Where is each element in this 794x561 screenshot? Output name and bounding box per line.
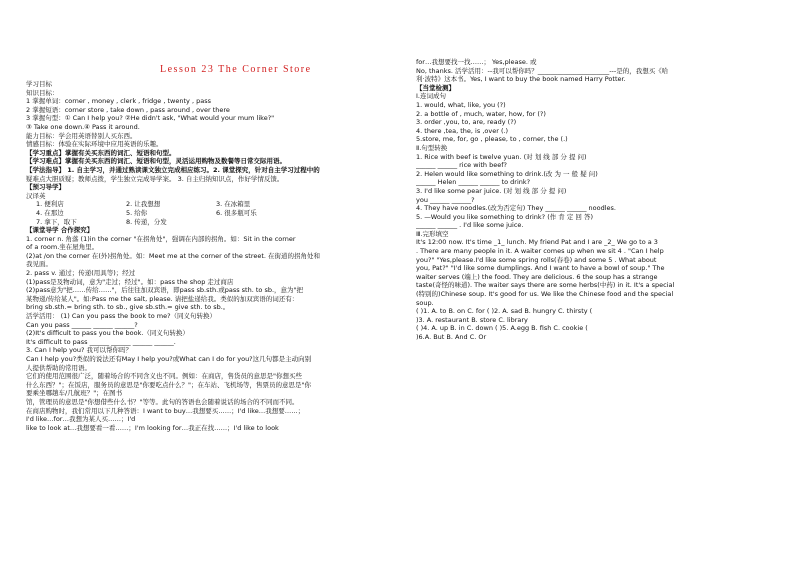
text-line: (2)pass意为"把……传给……"，后往往加双宾语，即pass sb.sth.或pass sth. to sb.，意为"把 bbox=[26, 286, 304, 295]
text-line: 2. Helen would like something to drink.(改 为 一 般 疑 问) bbox=[416, 169, 598, 178]
text-line: ______ Helen ______ ______ to drink? bbox=[416, 178, 531, 187]
text-line: 我见面。 bbox=[26, 260, 52, 269]
text-line: 【预习导学】 bbox=[26, 183, 65, 192]
text-line: 【课堂导学 合作探究】 bbox=[26, 226, 94, 235]
text-line: 【当堂检测】 bbox=[416, 83, 455, 92]
text-line: (2)It's difficult to pass you the book.（同义句转换） bbox=[26, 329, 189, 338]
text-line: 1. Rice with beef is twelve yuan. (对 划 线 部 分 提 问) bbox=[416, 152, 587, 161]
text-line: Ⅰ.连词成句 bbox=[416, 92, 446, 101]
text-line: ③ Take one down.④ Pass it around. bbox=[26, 122, 140, 131]
text-line: I'd like…for…我想为某人买……；I'd bbox=[26, 415, 136, 424]
vocab-grid bbox=[26, 200, 406, 226]
text-line: 要乘坐哪趟车/几航班？"；在图书 bbox=[26, 389, 123, 398]
text-line: 3 掌握句型：① Can I help you? ②He didn't ask, "What would your mum like?" bbox=[26, 114, 275, 123]
right-column bbox=[416, 58, 794, 342]
text-line: 1. corner n. 角落 (1)in the corner "在拐角处"，强调在内部的拐角。如：Sit in the corner bbox=[26, 234, 296, 243]
vocab-item: 5. 给你 bbox=[126, 208, 148, 217]
text-line: (2)at /on the corner 在(外)拐角处。如：Meet me at the corner of the street. 在街道的拐角处和 bbox=[26, 251, 321, 260]
text-line: 什么东西？"；在饭店，服务员的意思是"你要吃点什么？"；在车站、飞机场等，售票员的意思是"你 bbox=[26, 380, 311, 389]
text-line: taste(奇怪的味道). The waiter says there are some herbs(中药) in it. It's a special bbox=[416, 281, 675, 290]
text-line: 【学习难点】掌握有关买东西的词汇、短语和句型，灵活运用购物及数餐等日常交际用语。 bbox=[26, 157, 286, 166]
text-line: 在商店购物时，我们常用以下几种答语：I want to buy…我想要买……；I'd like…我想要……； bbox=[26, 406, 305, 415]
text-line: It's difficult to pass ______ ______ ______ ______. bbox=[26, 337, 176, 346]
vocab-item: 1. 便利店 bbox=[36, 200, 64, 209]
text-line: 2. pass v. 通过；传递(用具等)；经过 bbox=[26, 269, 136, 278]
text-line: 某物递/传给某人"。如:Pass me the salt, please. 请把盐递给我。类似的加双宾语的词还有： bbox=[26, 294, 299, 303]
vocab-item: 2. 让我想想 bbox=[126, 200, 161, 209]
text-line: 3. order ,you, to, are, ready (?) bbox=[416, 118, 517, 127]
text-line: (1)pass是及物动词，意为"走过；经过"。如：pass the shop 走过商店 bbox=[26, 277, 234, 286]
text-line: (特别的)Chinese soup. It's good for us. We like the Chinese food and the special bbox=[416, 290, 674, 299]
text-line: 利·波特》这本书。Yes, I want to buy the book named Harry Potter. bbox=[416, 75, 626, 84]
text-line: ( )1. A. to B. on C. for ( )2. A. sad B. hungry C. thirsty ( bbox=[416, 307, 593, 316]
text-line: 疑难点大胆质疑；教师点拨，学生独立完成导学案。 3. 自主归纳知识点，作好学情反馈。 bbox=[26, 174, 284, 183]
text-line: 2 掌握短语：corner store , take down , pass around , over there bbox=[26, 105, 230, 114]
text-line: for…我想要找一找……； Yes,please. 或 bbox=[416, 58, 537, 66]
vocab-item: 8. 传递，分发 bbox=[126, 217, 167, 226]
text-line: 情感目标：体验在实际环境中应用英语的乐趣。 bbox=[26, 140, 163, 149]
text-line: ______ ______ rice with beef? bbox=[416, 161, 507, 170]
text-line: 4. They have noodles.(改为否定句) They ______ ______ noodles. bbox=[416, 204, 616, 213]
left-column bbox=[26, 80, 406, 432]
text-line: Can you pass ______ ______ ______? bbox=[26, 320, 138, 329]
text-line: soup. bbox=[416, 298, 434, 307]
text-line: 馆，管理员的意思是"你想借些什么书？"等等。此句的答语也会随着说话的场合的不同而不同。 bbox=[26, 397, 299, 406]
text-line: 【学法指导】 1. 自主学习，并通过熟读课文独立完成相应练习。2. 课堂探究，针对自主学习过程中的 bbox=[26, 165, 320, 174]
text-line: Ⅱ.句型转换 bbox=[416, 143, 448, 152]
text-line: 4. there ,tea, the, is ,over (.) bbox=[416, 126, 509, 135]
vocab-item: 4. 在那边 bbox=[36, 208, 64, 217]
text-line: No, thanks. 活学活用：--我可以帮你吗？______________________---是的，我想买《哈 bbox=[416, 66, 669, 75]
text-line: 活学活用： (1) Can you pass the book to me?（同义句转换） bbox=[26, 312, 217, 321]
text-line: 3. I'd like some pear juice. (对 划 线 部 分 提 问) bbox=[416, 186, 567, 195]
text-line: Can I help you?类似的说法还有May I help you?或What can I do for you?这几句都是主动向别 bbox=[26, 355, 312, 363]
text-line: Ⅲ.完形填空 bbox=[416, 229, 449, 238]
text-line: ( )4. A. up B. in C. down ( )5. A.egg B. fish C. cookie ( bbox=[416, 324, 588, 333]
text-line: 能力目标：学会用英语替别人买东西。 bbox=[26, 131, 137, 140]
text-line: of a room.坐在屋角里。 bbox=[26, 243, 99, 252]
vocab-item: 3. 在冰箱里 bbox=[216, 200, 251, 209]
text-line: 2. a bottle of , much, water, how, for (?) bbox=[416, 109, 546, 118]
text-line: 人提供帮助的常用语。 bbox=[26, 363, 91, 372]
text-line: )3. A. restaurant B. store C. library bbox=[416, 315, 528, 324]
text-line: you?" "Yes,please.I'd like some spring rolls(春卷) and some 5 . What about bbox=[416, 255, 657, 264]
text-line: waiter serves (端上) the food. They are delicious. 6 the soup has a strange bbox=[416, 272, 658, 281]
lesson-title: Lesson 23 The Corner Store bbox=[160, 64, 312, 75]
text-line: you, Pat?" "I'd like some dumplings. And I want to have a bowl of soup." The bbox=[416, 264, 665, 273]
text-line: 5.store, me, for, go , please, to , corner, the (.) bbox=[416, 135, 568, 144]
text-line: like to look at…我想要看一看……；I'm looking for…我正在找……；I'd like to look bbox=[26, 423, 279, 432]
text-line: 【学习重点】掌握有关买东西的词汇、短语和句型。 bbox=[26, 148, 176, 157]
text-line: 3. Can I help you? 我可以帮你吗？ bbox=[26, 346, 133, 355]
text-line: you ______ ______? bbox=[416, 195, 475, 204]
vocab-item: 6. 很多瓶可乐 bbox=[216, 208, 257, 217]
text-line: 汉译英 bbox=[26, 191, 46, 200]
text-line: bring sb.sth.= bring sth. to sb., give sb.sth.= give sth. to sb.。 bbox=[26, 303, 230, 312]
text-line: 学习目标 bbox=[26, 80, 52, 88]
text-line: It's 12:00 now. It's time _1_ lunch. My friend Pat and I are _2_ We go to a 3 bbox=[416, 238, 658, 247]
text-line: 5. —Would you like something to drink? (作 肯 定 回 答) bbox=[416, 212, 594, 221]
text-line: 1 掌握单词：corner , money , clerk , fridge , twenty , pass bbox=[26, 97, 211, 106]
vocab-item: 7. 拿下，取下 bbox=[36, 217, 77, 226]
text-line: )6.A. But B. And C. Or bbox=[416, 333, 487, 341]
text-line: ______ ______ . I'd like some juice. bbox=[416, 221, 524, 230]
text-line: 知识目标： bbox=[26, 88, 59, 97]
text-line: 1. would, what, like, you (?) bbox=[416, 100, 506, 109]
text-line: 它们的使用范围很广泛，随着场合的不同含义也不同。例如：在商店，售货员的意思是"你想买些 bbox=[26, 372, 302, 381]
text-line: . There are many people in it. A waiter comes up when we sit 4 . "Can I help bbox=[416, 247, 664, 256]
